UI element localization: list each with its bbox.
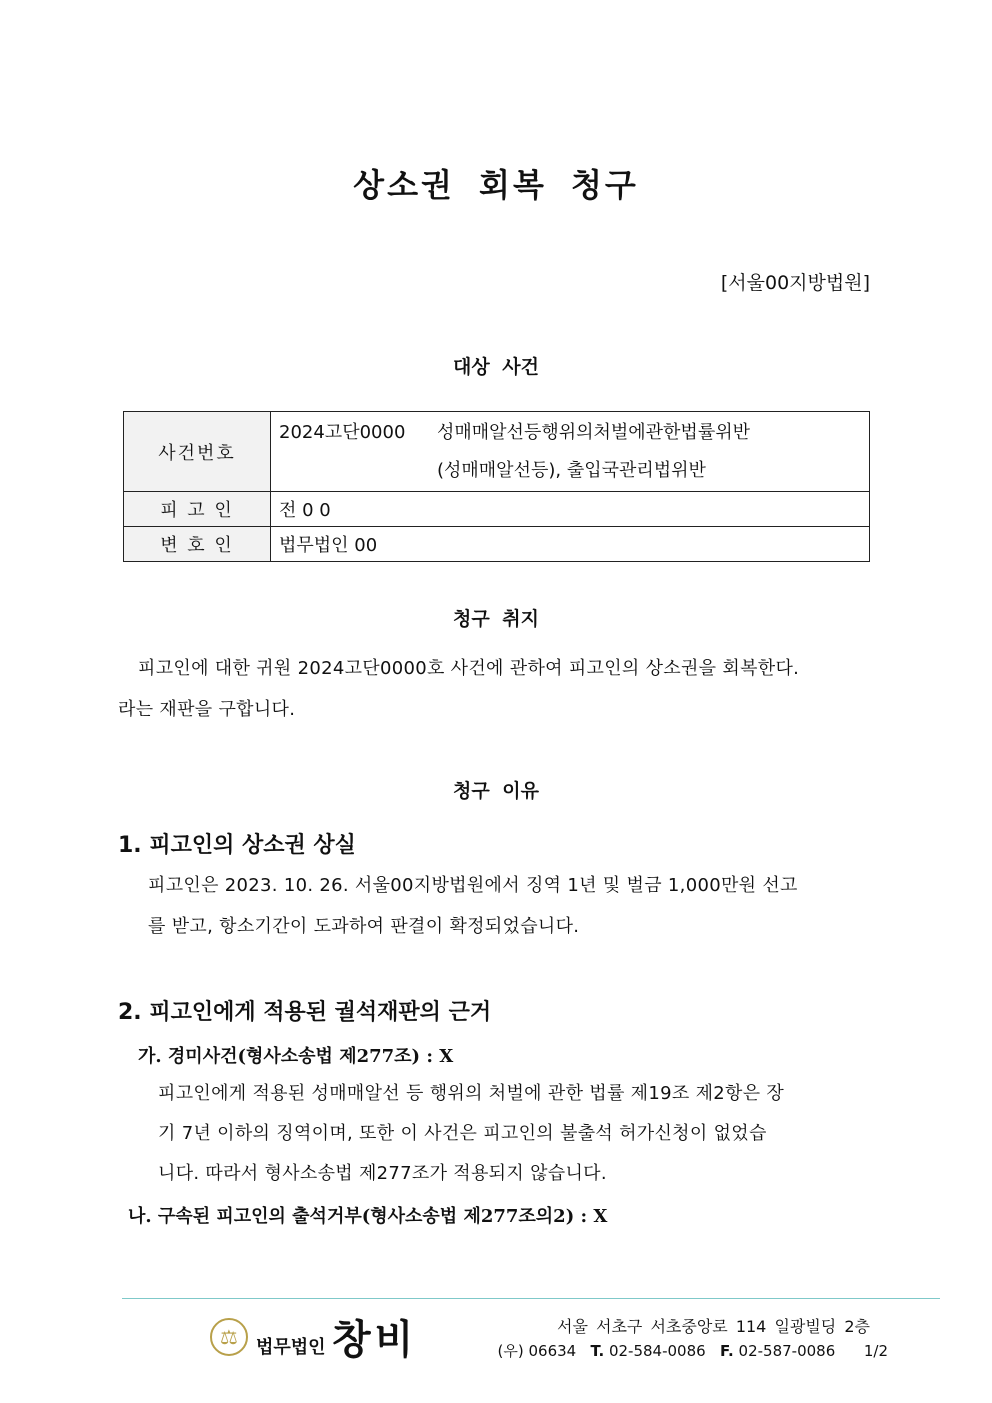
fax-label: F. bbox=[720, 1342, 734, 1360]
court-name: [서울00지방법원] bbox=[720, 272, 870, 294]
section-1-title: 1. 피고인의 상소권 상실 bbox=[118, 833, 356, 858]
table-row bbox=[124, 412, 870, 492]
section-2-title: 2. 피고인에게 적용된 궐석재판의 근거 bbox=[118, 1000, 492, 1025]
section-2a-line-1: 피고인에게 적용된 성매매알선 등 행위의 처벌에 관한 법률 제19조 제2항은 장 bbox=[158, 1083, 785, 1104]
firm-seal-icon: ⚖ bbox=[210, 1318, 248, 1356]
case-section-heading: 대상 사건 bbox=[452, 356, 540, 378]
purpose-line-1: 피고인에 대한 귀원 2024고단0000호 사건에 관하여 피고인의 상소권을 회복한다. bbox=[138, 658, 800, 679]
fax-number: 02-587-0086 bbox=[738, 1342, 836, 1360]
tel-number: 02-584-0086 bbox=[608, 1342, 706, 1360]
postal-code: (우) 06634 bbox=[497, 1342, 577, 1360]
counsel-value: 법무법인 00 bbox=[271, 527, 870, 562]
section-2a-title: 가. 경미사건(형사소송법 제277조) : X bbox=[138, 1046, 454, 1067]
section-1-line-1: 피고인은 2023. 10. 26. 서울00지방법원에서 징역 1년 및 벌금 1,000만원 선고 bbox=[148, 875, 798, 896]
tel-label: T. bbox=[590, 1342, 605, 1360]
firm-prefix: 법무법인 bbox=[256, 1337, 326, 1358]
charge-line-1: 성매매알선등행위의처벌에관한법률위반 bbox=[437, 421, 750, 443]
section-2b-title: 나. 구속된 피고인의 출석거부(형사소송법 제277조의2) : X bbox=[128, 1206, 608, 1227]
document-title: 상소권 회복 청구 bbox=[353, 166, 639, 204]
purpose-line-2: 라는 재판을 구합니다. bbox=[118, 699, 296, 720]
case-number-cell bbox=[271, 412, 870, 492]
footer-divider bbox=[122, 1298, 940, 1299]
table-row bbox=[124, 527, 870, 562]
purpose-heading: 청구 취지 bbox=[452, 608, 540, 630]
case-number-label: 사건번호 bbox=[124, 412, 271, 492]
footer-contact bbox=[498, 1340, 888, 1361]
page-number: 1/2 bbox=[863, 1342, 888, 1360]
section-2a-line-3: 니다. 따라서 형사소송법 제277조가 적용되지 않습니다. bbox=[158, 1163, 607, 1184]
firm-name: 창비 bbox=[332, 1316, 418, 1363]
case-table bbox=[123, 411, 870, 562]
table-row bbox=[124, 492, 870, 527]
defendant-value: 전 0 0 bbox=[271, 492, 870, 527]
counsel-label: 변 호 인 bbox=[124, 527, 271, 562]
reasons-heading: 청구 이유 bbox=[452, 780, 540, 802]
defendant-label: 피 고 인 bbox=[124, 492, 271, 527]
case-number: 2024고단0000 bbox=[279, 421, 406, 443]
footer-address: 서울 서초구 서초중앙로 114 일광빌딩 2층 bbox=[557, 1317, 870, 1336]
section-1-line-2: 를 받고, 항소기간이 도과하여 판결이 확정되었습니다. bbox=[148, 916, 580, 937]
charge-line-2: (성매매알선등), 출입국관리법위반 bbox=[437, 459, 706, 481]
section-2a-line-2: 기 7년 이하의 징역이며, 또한 이 사건은 피고인의 불출석 허가신청이 없었습 bbox=[158, 1123, 767, 1144]
